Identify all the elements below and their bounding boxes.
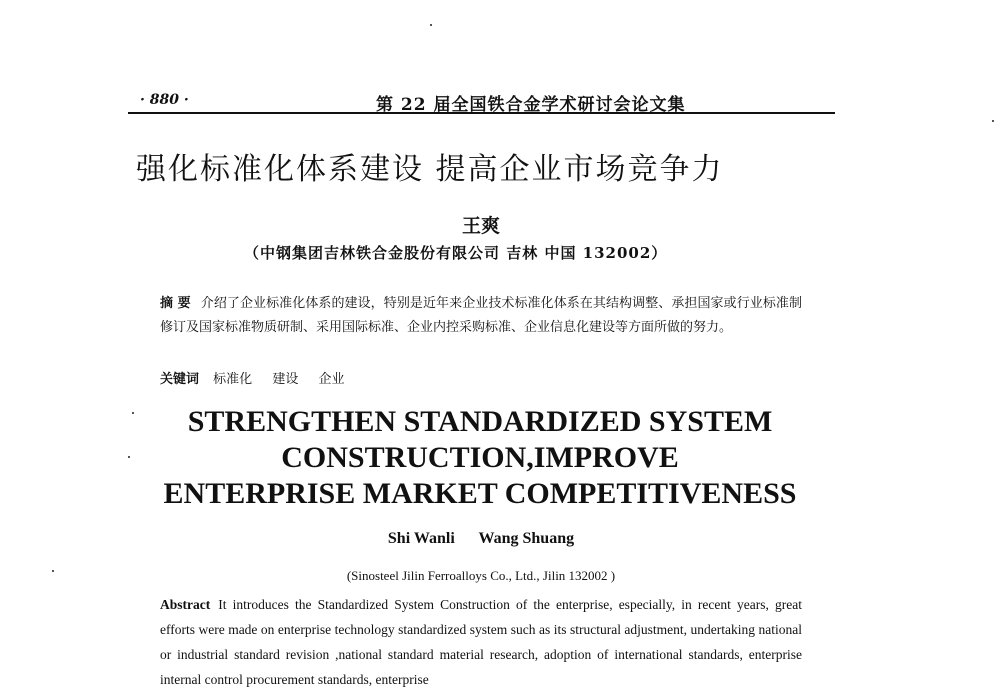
english-abstract-label: Abstract: [160, 597, 211, 612]
english-abstract-text: It introduces the Standardized System Construction of the enterprise, especially, in recent years, great efforts were made on enterprise technology standardized system such as its structural adjustment, undertaking national or industrial standard revision ,national standard material research, adoption of international standards, enterprise internal control procurement standards, enterprise: [160, 597, 802, 687]
chinese-title: 强化标准化体系建设 提高企业市场竞争力: [136, 152, 724, 187]
scan-speck: [132, 412, 134, 414]
page-number: · 880 ·: [140, 92, 189, 108]
page-header: [128, 88, 835, 114]
english-title-line: CONSTRUCTION,IMPROVE: [281, 441, 679, 474]
chinese-keywords-label: 关键词: [160, 372, 200, 387]
scan-speck: [430, 24, 432, 26]
keyword: 标准化: [213, 372, 253, 387]
chinese-author: 王爽: [461, 215, 500, 237]
english-title-line: STRENGTHEN STANDARDIZED SYSTEM: [187, 405, 773, 438]
chinese-abstract: [160, 292, 802, 340]
keyword: 建设: [272, 372, 299, 387]
english-title: [130, 404, 830, 512]
english-affiliation: (Sinosteel Jilin Ferroalloys Co., Ltd., Jilin 132002 ): [346, 568, 616, 583]
chinese-affiliation: （中钢集团吉林铁合金股份有限公司 吉林 中国 132002）: [244, 244, 668, 262]
english-title-line: ENTERPRISE MARKET COMPETITIVENESS: [163, 477, 797, 510]
chinese-keywords: [160, 368, 360, 387]
english-authors: Shi Wanli Wang Shuang: [387, 530, 575, 547]
english-abstract: [160, 592, 802, 692]
scan-speck: [52, 570, 54, 572]
chinese-abstract-text: 介绍了企业标准化体系的建设，特别是近年来企业技术标准化体系在其结构调整、承担国家或行业标准制修订及国家标准物质研制、采用国际标准、企业内控采购标准、企业信息化建设等方面所做的努力。: [160, 296, 802, 335]
scan-speck: [992, 120, 994, 122]
chinese-abstract-label: 摘 要: [160, 296, 191, 311]
keyword: 企业: [318, 372, 345, 387]
journal-title: 第 22 届全国铁合金学术研讨会论文集: [376, 95, 686, 115]
scan-speck: [128, 456, 130, 458]
